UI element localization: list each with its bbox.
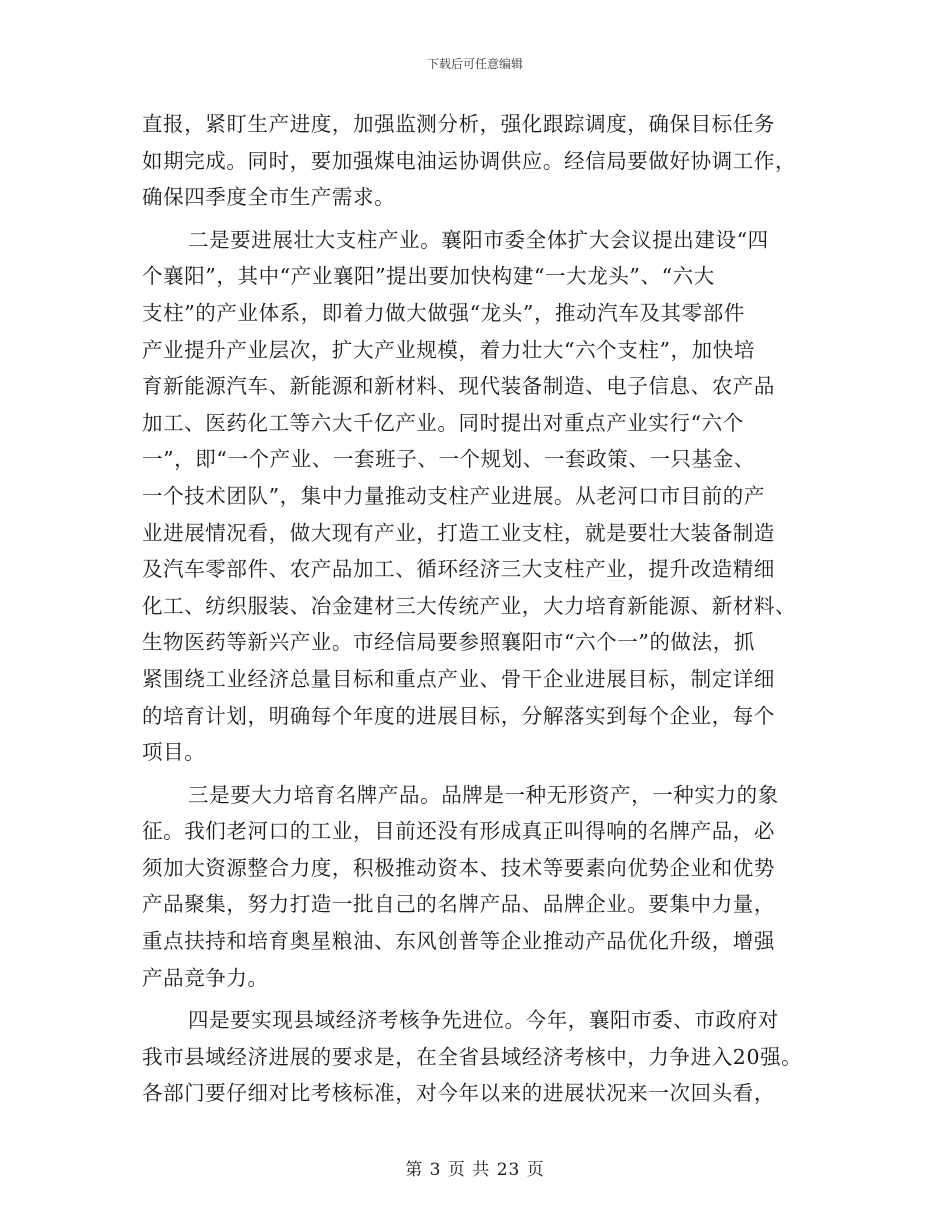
text-line: 育新能源汽车、新能源和新材料、现代装备制造、电子信息、农产品 [142, 374, 775, 399]
text-line: 我市县域经济进展的要求是，在全省县域经济考核中，力争进入20强。 [142, 1044, 803, 1069]
text-line: 四是要实现县域经济考核争先进位。今年，襄阳市委、市政府对 [188, 1008, 779, 1033]
paragraph-3 [142, 777, 822, 997]
text-line: 支柱”的产业体系，即着力做大做强“龙头”，推动汽车及其零部件 [142, 300, 745, 325]
text-line: 各部门要仔细对比考核标准，对今年以来的进展状况来一次回头看， [142, 1081, 775, 1106]
document-body [142, 106, 822, 1112]
page-footer: 第 3 页 共 23 页 [405, 1160, 545, 1180]
text-line: 紧围绕工业经济总量目标和重点产业、骨干企业进展目标，制定详细 [142, 666, 775, 691]
text-line: 如期完成。同时，要加强煤电油运协调供应。经信局要做好协调工作， [142, 148, 797, 173]
paragraph-4 [142, 1002, 822, 1112]
text-line: 加工、医药化工等六大千亿产业。同时提出对重点产业实行“六个 [142, 410, 744, 435]
text-line: 征。我们老河口的工业，目前还没有形成真正叫得响的名牌产品，必 [142, 819, 775, 844]
paragraph-2 [142, 222, 822, 771]
text-line: 及汽车零部件、农产品加工、循环经济三大支柱产业，提升改造精细 [142, 557, 775, 582]
text-line: 一”，即“一个产业、一套班子、一个规划、一套政策、一只基金、 [142, 447, 755, 472]
text-line: 确保四季度全市生产需求。 [142, 185, 396, 210]
text-line: 一个技术团队”，集中力量推动支柱产业进展。从老河口市目前的产 [142, 483, 765, 508]
text-line: 的培育计划，明确每个年度的进展目标，分解落实到每个企业，每个 [142, 703, 775, 728]
text-line: 生物医药等新兴产业。市经信局要参照襄阳市“六个一”的做法，抓 [142, 630, 755, 655]
text-line: 项目。 [142, 740, 206, 765]
text-line: 化工、纺织服装、冶金建材三大传统产业，大力培育新能源、新材料、 [142, 593, 797, 618]
text-line: 产业提升产业层次，扩大产业规模，着力壮大“六个支柱”，加快培 [142, 337, 755, 362]
text-line: 三是要大力培育名牌产品。品牌是一种无形资产，一种实力的象 [188, 782, 779, 807]
text-line: 直报，紧盯生产进度，加强监测分析，强化跟踪调度，确保目标任务 [142, 112, 775, 136]
text-line: 须加大资源整合力度，积极推动资本、技术等要素向优势企业和优势 [142, 855, 775, 880]
text-line: 产品聚集，努力打造一批自己的名牌产品、品牌企业。要集中力量， [142, 892, 775, 917]
text-line: 产品竞争力。 [142, 965, 269, 990]
text-line: 二是要进展壮大支柱产业。襄阳市委全体扩大会议提出建设“四 [188, 227, 769, 252]
paragraph-1 [142, 106, 822, 216]
text-line: 重点扶持和培育奥星粮油、东风创普等企业推动产品优化升级，增强 [142, 929, 775, 954]
text-line: 业进展情况看，做大现有产业，打造工业支柱，就是要壮大装备制造 [142, 520, 775, 545]
text-line: 个襄阳”，其中“产业襄阳”提出要加快构建“一大龙头”、“六大 [142, 264, 715, 289]
page-header: 下载后可任意编辑 [426, 57, 523, 71]
